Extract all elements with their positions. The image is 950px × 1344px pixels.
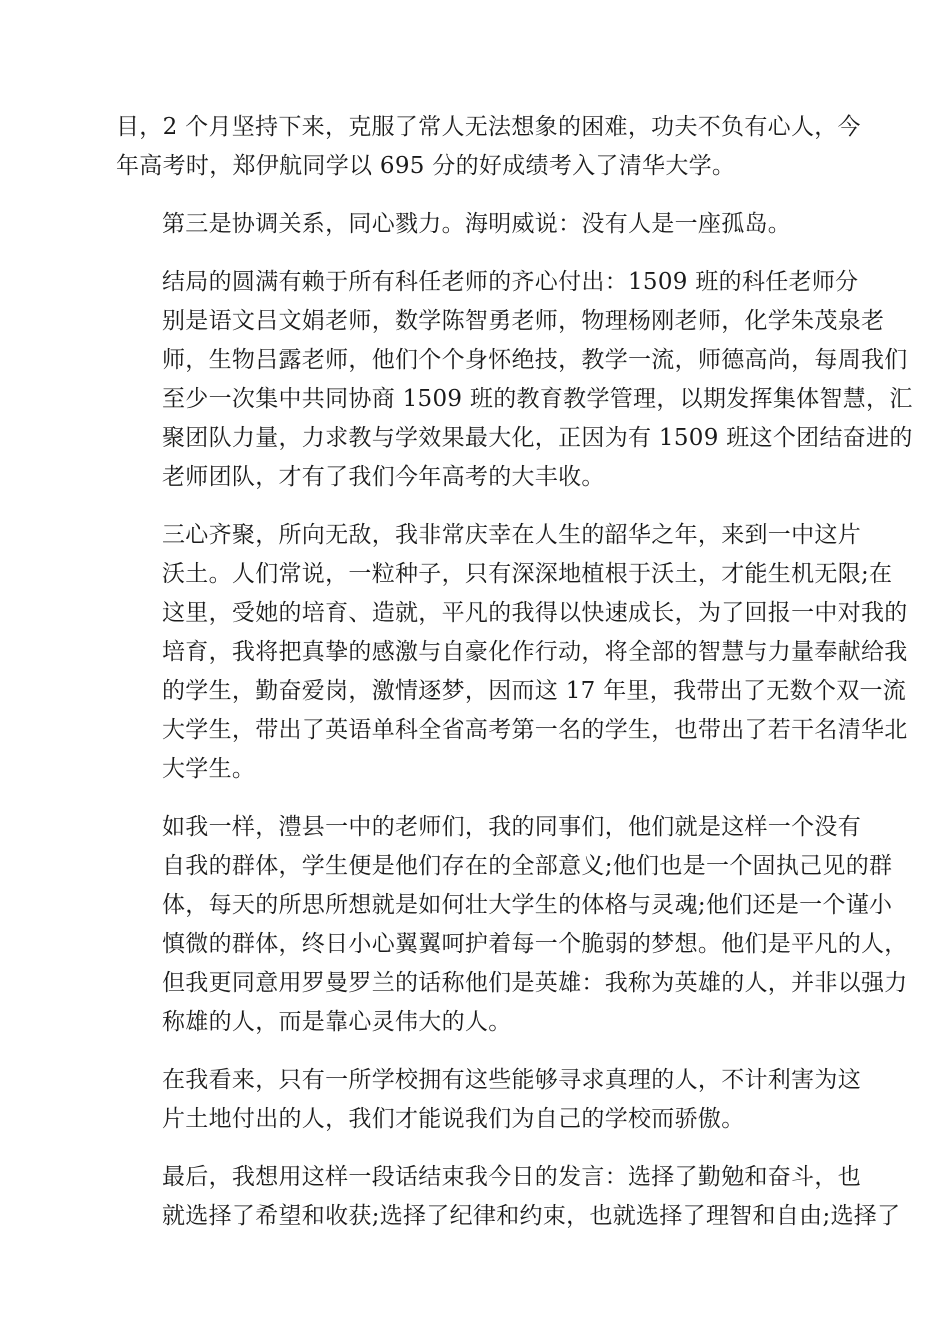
- text-line: 自我的群体，学生便是他们存在的全部意义;他们也是一个固执己见的群: [162, 853, 893, 879]
- text-line: 如我一样，澧县一中的老师们，我的同事们，他们就是这样一个没有: [162, 814, 861, 840]
- text-line: 老师团队，才有了我们今年高考的大丰收。: [162, 464, 605, 490]
- text-line: 别是语文吕文娟老师，数学陈智勇老师，物理杨刚老师，化学朱茂泉老: [162, 308, 885, 334]
- paragraph: [116, 808, 908, 1042]
- text-line: 的学生，勤奋爱岗，激情逐梦，因而这 17 年里，我带出了无数个双一流: [162, 678, 907, 704]
- text-line: 大学生。: [162, 756, 256, 782]
- text-line: 在我看来，只有一所学校拥有这些能够寻求真理的人，不计利害为这: [162, 1067, 861, 1093]
- text-line: 师，生物吕露老师，他们个个身怀绝技，教学一流，师德高尚，每周我们: [162, 347, 908, 373]
- paragraph: [116, 1158, 901, 1236]
- text-line: 目，2 个月坚持下来，克服了常人无法想象的困难，功夫不负有心人，今: [116, 114, 861, 140]
- text-line: 体，每天的所思所想就是如何壮大学生的体格与灵魂;他们还是一个谨小: [162, 892, 893, 918]
- text-line: 聚团队力量，力求教与学效果最大化，正因为有 1509 班这个团结奋进的: [162, 425, 913, 451]
- text-line: 至少一次集中共同协商 1509 班的教育教学管理，以期发挥集体智慧，汇: [162, 386, 913, 412]
- text-line: 三心齐聚，所向无敌，我非常庆幸在人生的韶华之年，来到一中这片: [162, 522, 861, 548]
- text-line: 沃土。人们常说，一粒种子，只有深深地植根于沃土，才能生机无限;在: [162, 561, 893, 587]
- paragraph: [116, 263, 913, 497]
- text-line: 这里，受她的培育、造就，平凡的我得以快速成长，为了回报一中对我的: [162, 600, 908, 626]
- text-line: 称雄的人，而是靠心灵伟大的人。: [162, 1009, 512, 1035]
- paragraph: [116, 205, 834, 244]
- text-line: 慎微的群体，终日小心翼翼呵护着每一个脆弱的梦想。他们是平凡的人，: [162, 931, 908, 957]
- text-line: 最后，我想用这样一段话结束我今日的发言：选择了勤勉和奋斗，也: [162, 1164, 861, 1190]
- paragraph: [116, 1061, 861, 1139]
- document-body: [116, 108, 913, 1255]
- text-line: 但我更同意用罗曼罗兰的话称他们是英雄：我称为英雄的人，并非以强力: [162, 970, 908, 996]
- text-line: 培育，我将把真挚的感激与自豪化作行动，将全部的智慧与力量奉献给我: [162, 639, 908, 665]
- paragraph: [116, 516, 908, 789]
- text-line: 年高考时，郑伊航同学以 695 分的好成绩考入了清华大学。: [116, 153, 736, 179]
- text-line: 片土地付出的人，我们才能说我们为自己的学校而骄傲。: [162, 1106, 745, 1132]
- text-line: 大学生，带出了英语单科全省高考第一名的学生，也带出了若干名清华北: [162, 717, 908, 743]
- text-line: 第三是协调关系，同心戮力。海明威说：没有人是一座孤岛。: [162, 211, 792, 237]
- text-line: 就选择了希望和收获;选择了纪律和约束，也就选择了理智和自由;选择了: [162, 1203, 901, 1229]
- paragraph: [116, 108, 861, 186]
- text-line: 结局的圆满有赖于所有科任老师的齐心付出：1509 班的科任老师分: [162, 269, 859, 295]
